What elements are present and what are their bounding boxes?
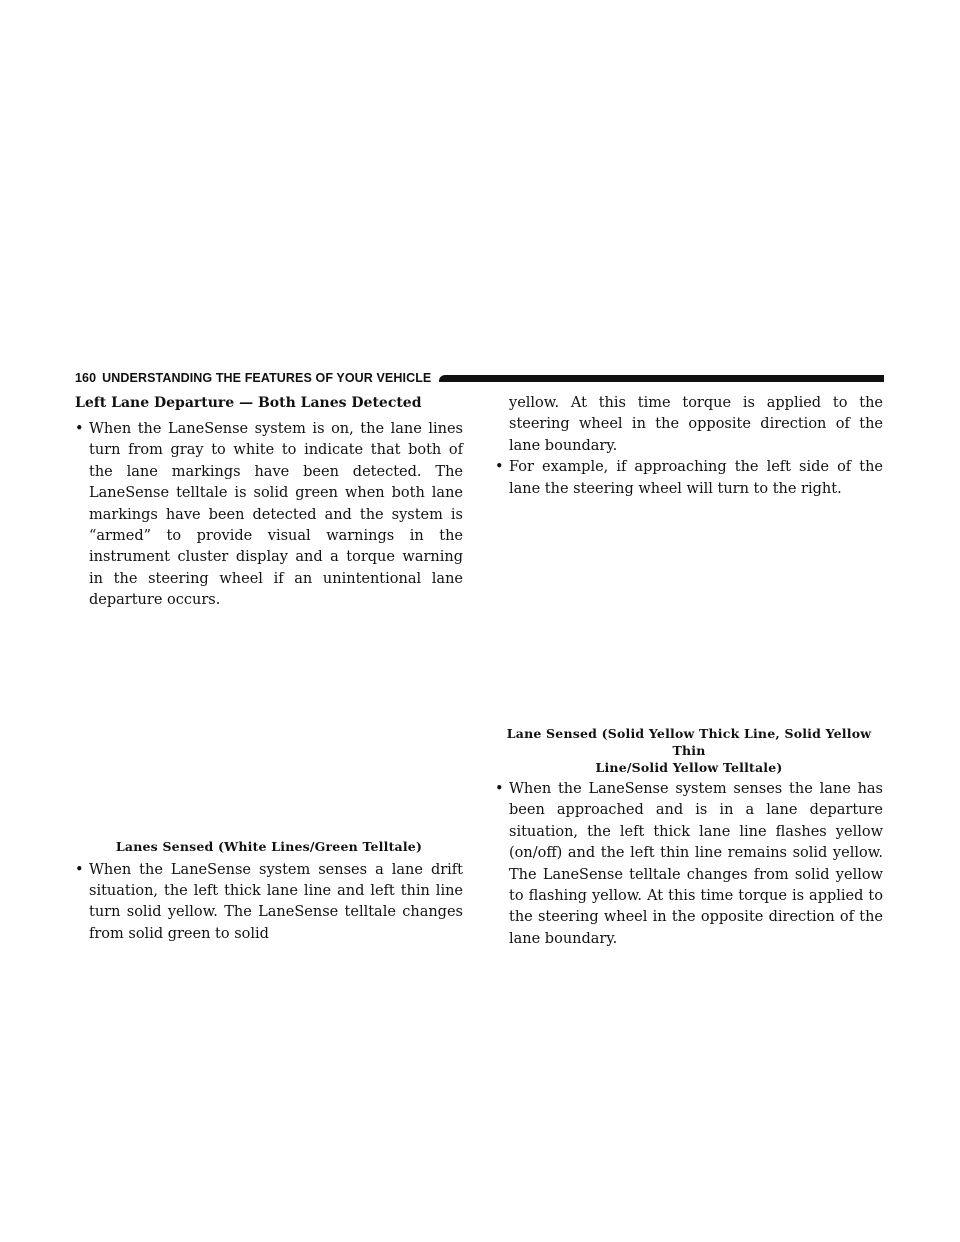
bullet-symbol: •: [75, 421, 84, 437]
bullet-symbol: •: [75, 861, 84, 878]
figure-placeholder: [75, 612, 463, 835]
header-rule: [439, 375, 884, 382]
section-title: Left Lane Departure — Both Lanes Detected: [75, 395, 422, 411]
running-header: [75, 370, 884, 386]
right-column: [495, 393, 883, 950]
bullet-symbol: •: [495, 459, 504, 476]
bullet-text: For example, if approaching the left side of the lane the steering wheel will turn to the right.: [509, 459, 883, 497]
figure-placeholder: [495, 500, 883, 722]
bullet-departure: [495, 779, 883, 950]
bullet-armed: [75, 419, 463, 612]
figure-caption-line-2: Line/Solid Yellow Telltale): [595, 760, 783, 776]
header-title: UNDERSTANDING THE FEATURES OF YOUR VEHICLE: [102, 371, 432, 385]
bullet-example: [495, 457, 883, 500]
bullet-text: When the LaneSense system senses a lane drift situation, the left thick lane line and left thin line turn solid yellow. The LaneSense telltale changes from solid green to solid: [89, 861, 463, 942]
bullet-text: When the LaneSense system senses the lane has been approached and is in a lane departure situation, the left thick lane line flashes yellow (on/off) and the left thin line remains solid yellow. The LaneSense telltale changes from solid yellow to flashing yellow. At this time torque is applied to the steering wheel in the opposite direction of the lane boundary.: [509, 781, 883, 947]
left-column: [75, 393, 463, 945]
page-number: 160: [75, 371, 97, 385]
bullet-text: When the LaneSense system is on, the lane lines turn from gray to white to indicate that both of the lane markings have been detected. The LaneSense telltale is solid green when both lane markings have been detected and the system is “armed” to provide visual warnings in the instrument cluster display and a torque warning in the steering wheel if an unintentional lane departure occurs.: [89, 421, 463, 609]
figure-caption-line-1: Lane Sensed (Solid Yellow Thick Line, Solid Yellow Thin: [506, 726, 872, 759]
bullet-symbol: •: [495, 781, 504, 798]
continued-paragraph: yellow. At this time torque is applied to the steering wheel in the opposite direction of the lane boundary.: [509, 395, 883, 454]
bullet-drift: [75, 860, 463, 946]
figure-caption: Lanes Sensed (White Lines/Green Telltale): [115, 838, 423, 854]
